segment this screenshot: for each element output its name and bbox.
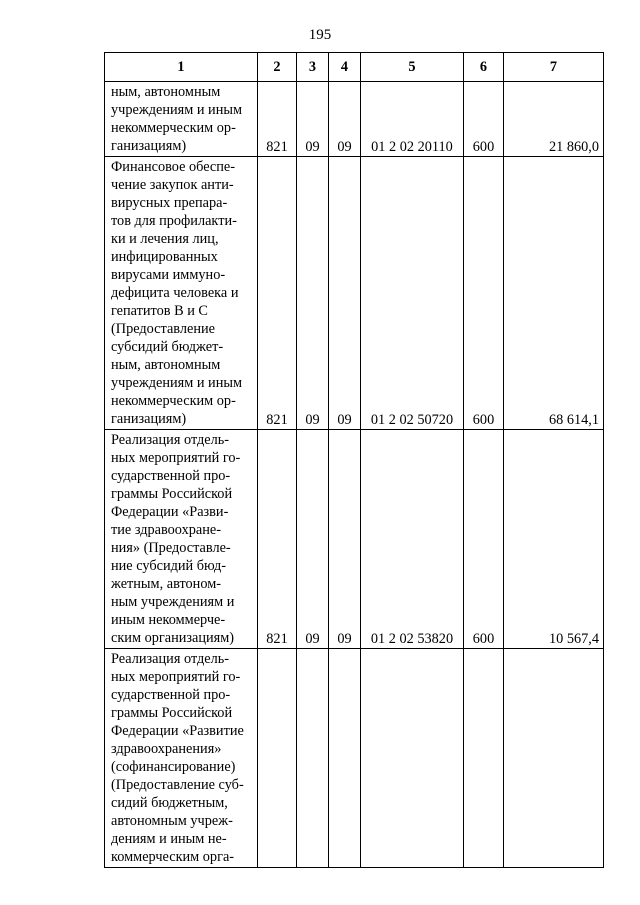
subsection-code: 09 bbox=[329, 82, 361, 157]
description-line: ние субсидий бюд- bbox=[111, 558, 227, 574]
description-line: здравоохранения» bbox=[111, 741, 222, 757]
budget-table bbox=[104, 52, 604, 868]
description-line: ния» (Предоставле- bbox=[111, 540, 231, 556]
description-line: некоммерческим ор- bbox=[111, 120, 236, 136]
description-line: ных мероприятий го- bbox=[111, 450, 241, 466]
section-code: 09 bbox=[297, 430, 329, 649]
subsection-code bbox=[329, 649, 361, 868]
description-line: вирусами иммуно- bbox=[111, 267, 226, 283]
description-line: коммерческим орга- bbox=[111, 849, 235, 865]
description-line: иным некоммерче- bbox=[111, 612, 226, 628]
section-code bbox=[297, 649, 329, 868]
description-line: граммы Российской bbox=[111, 705, 233, 721]
amount-value bbox=[504, 649, 604, 868]
subsection-code: 09 bbox=[329, 157, 361, 430]
description-line: инфицированных bbox=[111, 249, 218, 265]
column-header: 1 bbox=[105, 53, 258, 82]
description-line: ным, автономным bbox=[111, 357, 221, 373]
expense-type-code: 600 bbox=[464, 157, 504, 430]
subsection-code: 09 bbox=[329, 430, 361, 649]
ministry-code: 821 bbox=[258, 430, 297, 649]
description-line: сударственной про- bbox=[111, 468, 231, 484]
description-line: ганизациям) bbox=[111, 411, 187, 427]
table-row bbox=[105, 649, 604, 868]
description-line: ным учреждениям и bbox=[111, 594, 235, 610]
description-line: Федерации «Развитие bbox=[111, 723, 244, 739]
target-article-code: 01 2 02 53820 bbox=[361, 430, 464, 649]
ministry-code: 821 bbox=[258, 82, 297, 157]
target-article-code: 01 2 02 50720 bbox=[361, 157, 464, 430]
description-line: (Предоставление bbox=[111, 321, 215, 337]
description-line: Реализация отдель- bbox=[111, 432, 230, 448]
section-code: 09 bbox=[297, 157, 329, 430]
table-row bbox=[105, 82, 604, 157]
description-line: (софинансирование) bbox=[111, 759, 236, 775]
expense-type-code bbox=[464, 649, 504, 868]
description-line: гепатитов В и С bbox=[111, 303, 208, 319]
description-line: вирусных препара- bbox=[111, 195, 228, 211]
table-header-row bbox=[105, 53, 604, 82]
ministry-code: 821 bbox=[258, 157, 297, 430]
page-number: 195 bbox=[308, 27, 332, 43]
column-header: 5 bbox=[361, 53, 464, 82]
amount-value: 68 614,1 bbox=[504, 157, 604, 430]
description-line: автономным учреж- bbox=[111, 813, 233, 829]
table-row bbox=[105, 157, 604, 430]
description-line: жетным, автоном- bbox=[111, 576, 222, 592]
column-header: 6 bbox=[464, 53, 504, 82]
description-line: граммы Российской bbox=[111, 486, 233, 502]
description-line: дениям и иным не- bbox=[111, 831, 227, 847]
description-line: некоммерческим ор- bbox=[111, 393, 236, 409]
column-header: 7 bbox=[504, 53, 604, 82]
description-line: ных мероприятий го- bbox=[111, 669, 241, 685]
table-row bbox=[105, 430, 604, 649]
description-line: субсидий бюджет- bbox=[111, 339, 224, 355]
amount-value: 21 860,0 bbox=[504, 82, 604, 157]
description-line: сударственной про- bbox=[111, 687, 231, 703]
row-description bbox=[105, 430, 258, 649]
expense-type-code: 600 bbox=[464, 82, 504, 157]
target-article-code bbox=[361, 649, 464, 868]
description-line: учреждениям и иным bbox=[111, 375, 243, 391]
row-description bbox=[105, 82, 258, 157]
column-header: 3 bbox=[297, 53, 329, 82]
row-description bbox=[105, 157, 258, 430]
target-article-code: 01 2 02 20110 bbox=[361, 82, 464, 157]
description-line: Федерации «Разви- bbox=[111, 504, 229, 520]
description-line: дефицита человека и bbox=[111, 285, 239, 301]
expense-type-code: 600 bbox=[464, 430, 504, 649]
description-line: учреждениям и иным bbox=[111, 102, 243, 118]
description-line: Реализация отдель- bbox=[111, 651, 230, 667]
description-line: ским организациям) bbox=[111, 630, 235, 646]
column-header: 2 bbox=[258, 53, 297, 82]
row-description bbox=[105, 649, 258, 868]
amount-value: 10 567,4 bbox=[504, 430, 604, 649]
description-line: Финансовое обеспе- bbox=[111, 159, 236, 175]
description-line: ганизациям) bbox=[111, 138, 187, 154]
section-code: 09 bbox=[297, 82, 329, 157]
description-line: чение закупок анти- bbox=[111, 177, 234, 193]
description-line: тие здравоохране- bbox=[111, 522, 221, 538]
ministry-code bbox=[258, 649, 297, 868]
description-line: ки и лечения лиц, bbox=[111, 231, 219, 247]
description-line: (Предоставление суб- bbox=[111, 777, 244, 793]
description-line: ным, автономным bbox=[111, 84, 221, 100]
description-line: сидий бюджетным, bbox=[111, 795, 228, 811]
column-header: 4 bbox=[329, 53, 361, 82]
description-line: тов для профилакти- bbox=[111, 213, 237, 229]
